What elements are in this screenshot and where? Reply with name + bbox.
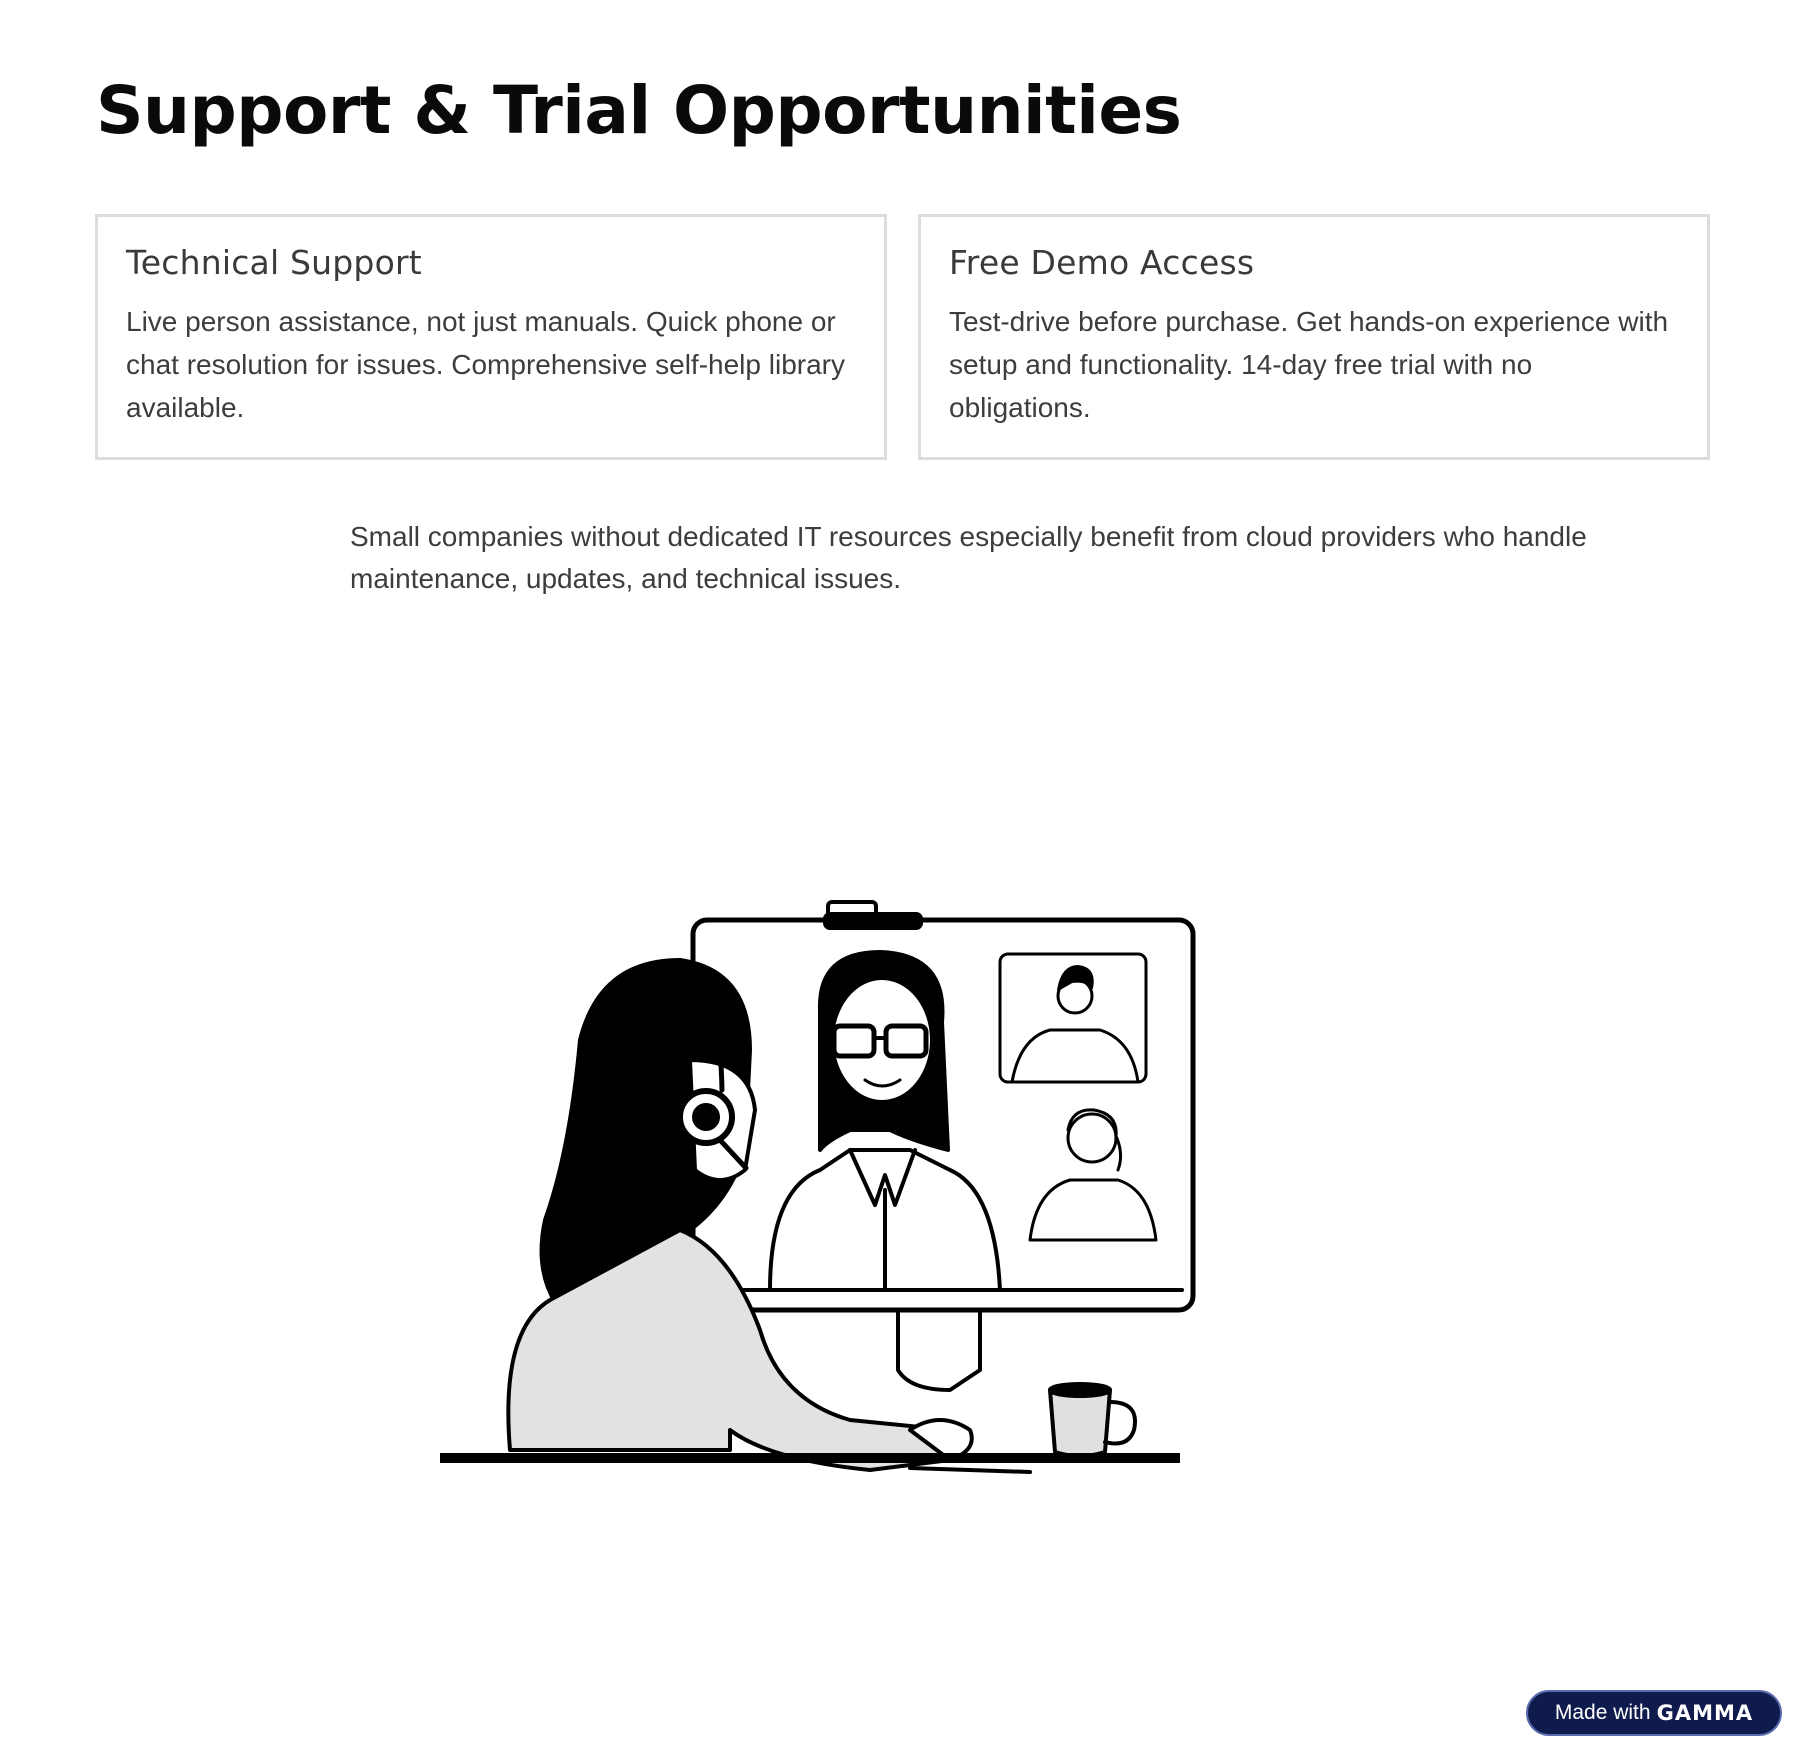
- badge-prefix: Made with: [1554, 1701, 1651, 1724]
- technical-support-card: [95, 214, 887, 460]
- page-title: Support & Trial Opportunities: [96, 72, 1182, 149]
- gamma-logo: GAMMA: [1656, 1701, 1754, 1725]
- card-title: Free Demo Access: [949, 243, 1255, 282]
- made-with-gamma-badge[interactable]: [1526, 1690, 1782, 1736]
- free-demo-card: [918, 214, 1710, 460]
- card-body: Live person assistance, not just manuals. Quick phone or chat resolution for issues. Comprehensive self-help library available.: [126, 306, 845, 423]
- video-call-support-illustration: [350, 630, 1350, 1480]
- it-resources-note: Small companies without dedicated IT resources especially benefit from cloud providers who handle maintenance, updates, and technical issues.: [350, 521, 1587, 594]
- card-body: Test-drive before purchase. Get hands-on experience with setup and functionality. 14-day free trial with no obligations.: [949, 306, 1669, 423]
- card-title: Technical Support: [126, 243, 422, 282]
